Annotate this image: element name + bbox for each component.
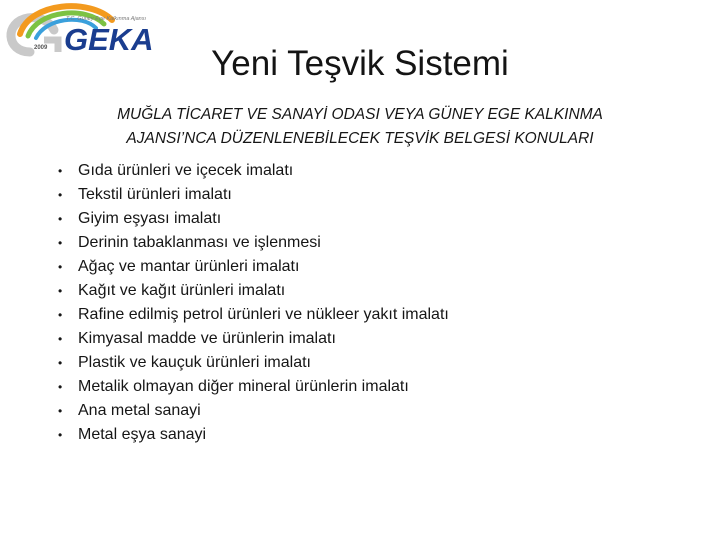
list-item <box>58 231 498 255</box>
list-item <box>58 183 498 207</box>
list-item-text: Plastik ve kauçuk ürünleri imalatı <box>78 354 311 371</box>
logo-word: GEKA <box>64 22 154 57</box>
list-item <box>58 159 498 183</box>
list-item <box>58 303 498 327</box>
logo-caption: T.C. Güney Ege Kalkınma Ajansı <box>66 16 146 22</box>
list-item-text: Kimyasal madde ve ürünlerin imalatı <box>78 330 336 347</box>
subtitle <box>80 103 640 151</box>
bullet-icon: • <box>58 284 63 298</box>
bullet-icon: • <box>58 332 63 346</box>
list-item-text: Metalik olmayan diğer mineral ürünlerin imalatı <box>78 378 409 395</box>
list-item <box>58 207 498 231</box>
list-item-text: Gıda ürünleri ve içecek imalatı <box>78 162 294 179</box>
list-item <box>58 375 498 399</box>
page-title: Yeni Teşvik Sistemi <box>211 44 509 83</box>
bullet-icon: • <box>58 308 63 322</box>
bullet-icon: • <box>58 212 63 226</box>
bullet-icon: • <box>58 260 63 274</box>
list-item-text: Ağaç ve mantar ürünleri imalatı <box>78 258 300 275</box>
bullet-icon: • <box>58 188 63 202</box>
bullet-icon: • <box>58 428 63 442</box>
list-item <box>58 327 498 351</box>
list-item <box>58 423 498 447</box>
list-item-text: Rafine edilmiş petrol ürünleri ve nükleer yakıt imalatı <box>78 306 449 323</box>
list-item-text: Derinin tabaklanması ve işlenmesi <box>78 234 321 251</box>
bullet-icon: • <box>58 236 63 250</box>
bullet-icon: • <box>58 380 63 394</box>
subtitle-line-2: AJANSI’NCA DÜZENLENEBİLECEK TEŞVİK BELGESİ KONULARI <box>126 130 594 147</box>
list-item <box>58 279 498 303</box>
bullet-icon: • <box>58 164 63 178</box>
list-item-text: Giyim eşyası imalatı <box>78 210 222 227</box>
list-item-text: Kağıt ve kağıt ürünleri imalatı <box>78 282 286 299</box>
list-item-text: Tekstil ürünleri imalatı <box>78 186 232 203</box>
list-item <box>58 255 498 279</box>
list-item-text: Ana metal sanayi <box>78 402 201 419</box>
incentive-topic-list <box>58 159 498 447</box>
list-item <box>58 399 498 423</box>
list-item-text: Metal eşya sanayi <box>78 426 207 443</box>
logo-year: 2009 <box>34 45 48 51</box>
bullet-icon: • <box>58 356 63 370</box>
list-item <box>58 351 498 375</box>
bullet-icon: • <box>58 404 63 418</box>
subtitle-line-1: MUĞLA TİCARET VE SANAYİ ODASI VEYA GÜNEY EGE KALKINMA <box>117 106 603 123</box>
